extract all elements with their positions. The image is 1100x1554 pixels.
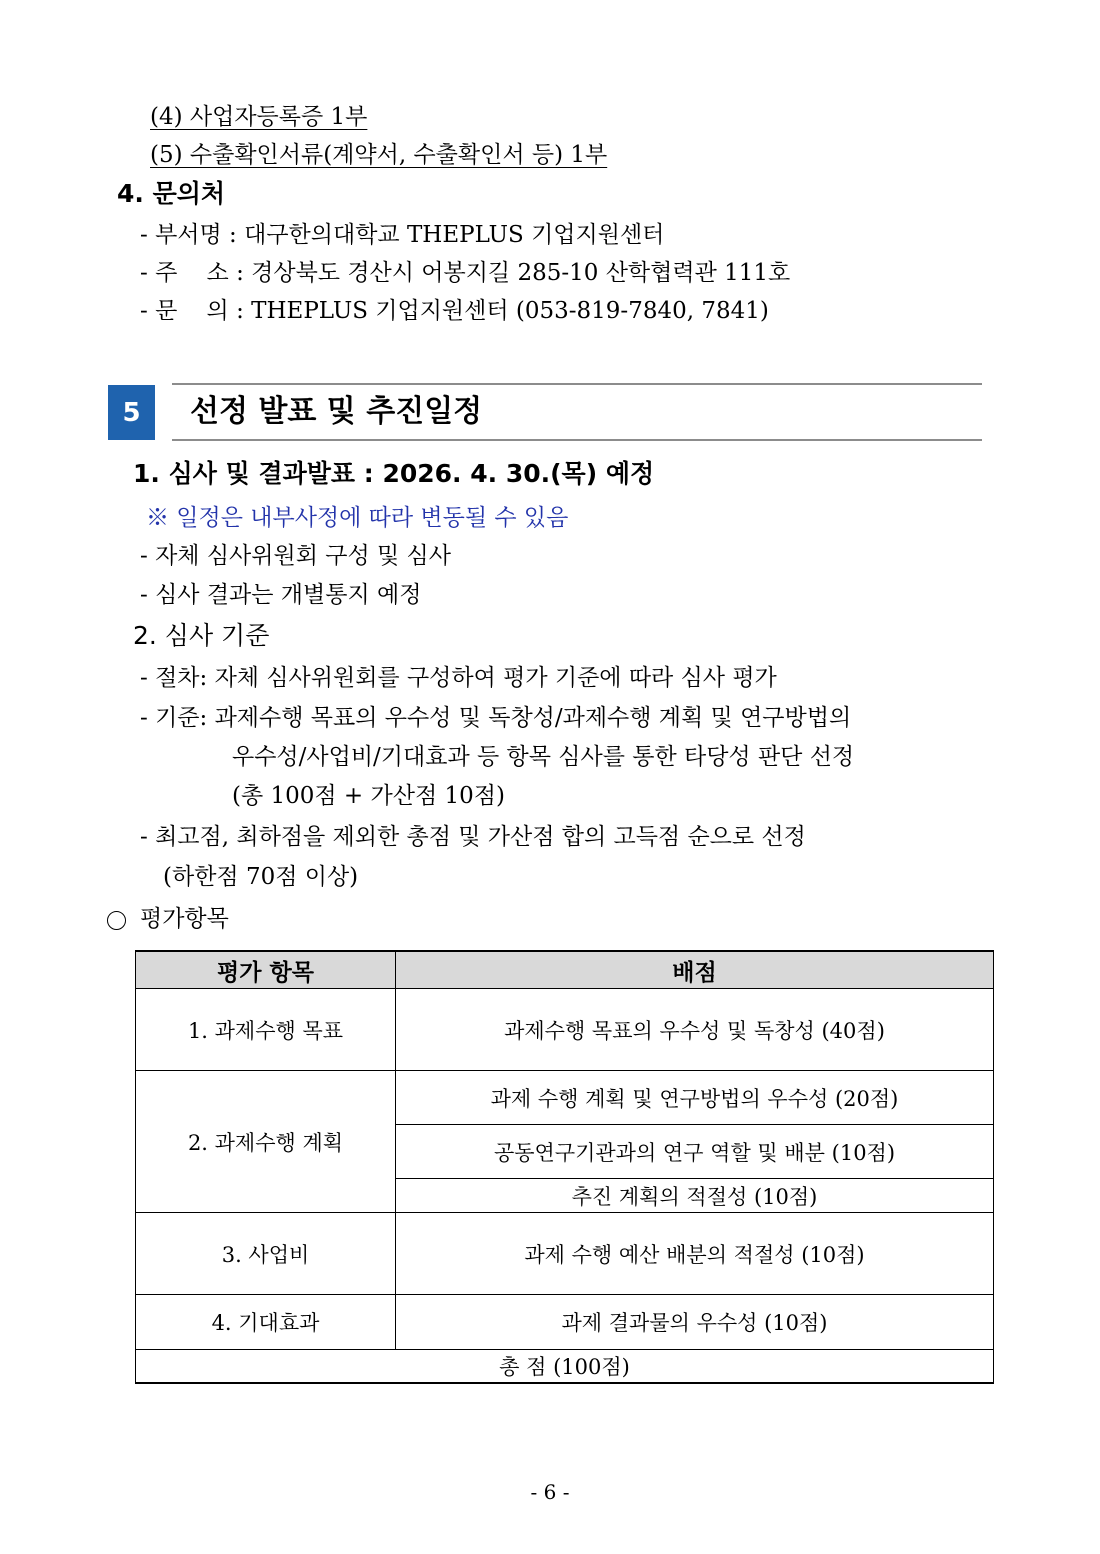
review-line-2: - 심사 결과는 개별통지 예정 (140, 582, 422, 608)
row4-score: 과제 결과물의 우수성 (10점) (396, 1295, 994, 1350)
contact-address: - 주 소 : 경상북도 경산시 어봉지길 285-10 산학협력관 111호 (140, 260, 791, 286)
table-row (136, 989, 994, 1071)
contact-dept: - 부서명 : 대구한의대학교 THEPLUS 기업지원센터 (140, 222, 665, 248)
page-number: - 6 - (530, 1480, 570, 1504)
section-number-badge: 5 (108, 385, 155, 440)
table-row (136, 1295, 994, 1350)
section-rule-top (172, 383, 982, 385)
row4-item: 4. 기대효과 (136, 1295, 396, 1350)
evaluation-table (135, 950, 994, 1384)
eval-items-label: 평가항목 (140, 906, 229, 932)
criteria-selection-line-1: - 최고점, 최하점을 제외한 총점 및 가산점 합의 고득점 순으로 선정 (140, 824, 806, 850)
section-title: 선정 발표 및 추진일정 (190, 394, 483, 429)
circle-bullet-icon (107, 911, 126, 930)
criteria-standard-line-3: (총 100점 + 가산점 10점) (232, 783, 505, 809)
contact-heading: 4. 문의처 (117, 179, 226, 208)
table-header-row (136, 951, 994, 989)
table-row (136, 1213, 994, 1295)
table-row (136, 1071, 994, 1125)
attachment-item-4: (4) 사업자등록증 1부 (150, 104, 368, 130)
criteria-selection-line-2: (하한점 70점 이상) (163, 864, 359, 890)
header-item: 평가 항목 (136, 951, 396, 989)
criteria-standard-line-2: 우수성/사업비/기대효과 등 항목 심사를 통한 타당성 판단 선정 (232, 744, 855, 770)
schedule-note: ※ 일정은 내부사정에 따라 변동될 수 있음 (146, 505, 569, 531)
table-total-row (136, 1350, 994, 1383)
section-rule-bottom (172, 439, 982, 441)
header-score: 배점 (396, 951, 994, 989)
row2-score-b: 공동연구기관과의 연구 역할 및 배분 (10점) (396, 1125, 994, 1179)
row2-item: 2. 과제수행 계획 (136, 1071, 396, 1213)
row2-score-a: 과제 수행 계획 및 연구방법의 우수성 (20점) (396, 1071, 994, 1125)
row2-score-c: 추진 계획의 적절성 (10점) (396, 1179, 994, 1213)
row3-score: 과제 수행 예산 배분의 적절성 (10점) (396, 1213, 994, 1295)
row3-item: 3. 사업비 (136, 1213, 396, 1295)
criteria-heading: 2. 심사 기준 (133, 621, 270, 650)
review-line-1: - 자체 심사위원회 구성 및 심사 (140, 543, 451, 569)
attachment-item-5: (5) 수출확인서류(계약서, 수출확인서 등) 1부 (150, 142, 608, 168)
review-heading: 1. 심사 및 결과발표 : 2026. 4. 30.(목) 예정 (133, 459, 655, 488)
contact-inquiry: - 문 의 : THEPLUS 기업지원센터 (053-819-7840, 7841) (140, 298, 769, 324)
criteria-procedure: - 절차: 자체 심사위원회를 구성하여 평가 기준에 따라 심사 평가 (140, 665, 777, 691)
total-score: 총 점 (100점) (136, 1350, 994, 1383)
criteria-standard-line-1: - 기준: 과제수행 목표의 우수성 및 독창성/과제수행 계획 및 연구방법의 (140, 705, 852, 731)
row1-item: 1. 과제수행 목표 (136, 989, 396, 1071)
row1-score: 과제수행 목표의 우수성 및 독창성 (40점) (396, 989, 994, 1071)
